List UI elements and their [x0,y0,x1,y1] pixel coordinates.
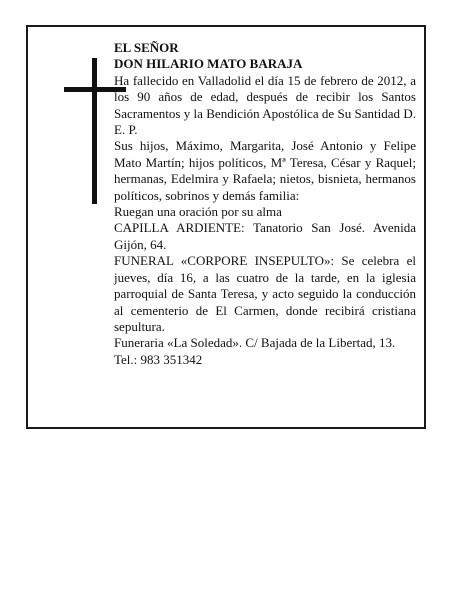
prayer-request: Ruegan una oración por su alma [114,204,282,220]
funeral-home-info: Funeraria «La Soledad». C/ Bajada de la Libertad, 13. Tel.: 983 351342 [114,335,396,367]
death-announcement: Ha fallecido en Valladolid el día 15 de febrero de 2012, a los 90 años de edad, después de recibir los Santos Sacramentos y la Bendición Apostólica de Su Santidad D. E. P. [114,72,416,138]
notice-text [114,40,416,368]
obituary-notice [26,25,426,429]
family-list: Sus hijos, Máximo, Margarita, José Antonio y Felipe Mato Martín; hijos políticos, Mª Teresa, César y Raquel; hermanas, Edelmira y Rafaela; nietos, bisnieta, hermanos políticos, sobrinos y demás familia: [114,138,416,203]
funeral-info: FUNERAL «CORPORE INSEPULTO»: Se celebra el jueves, día 16, a las cuatro de la tarde, en la iglesia parroquial de Santa Teresa, y acto seguido la conducción al cementerio de El Carmen, donde recibirá cristiana sepultura. [114,253,416,334]
cross-vertical-bar [92,58,97,204]
notice-title-line-1: EL SEÑOR [114,40,179,55]
deceased-name: DON HILARIO MATO BARAJA [114,56,303,72]
chapel-info: CAPILLA ARDIENTE: Tanatorio San José. Avenida Gijón, 64. [114,220,416,252]
